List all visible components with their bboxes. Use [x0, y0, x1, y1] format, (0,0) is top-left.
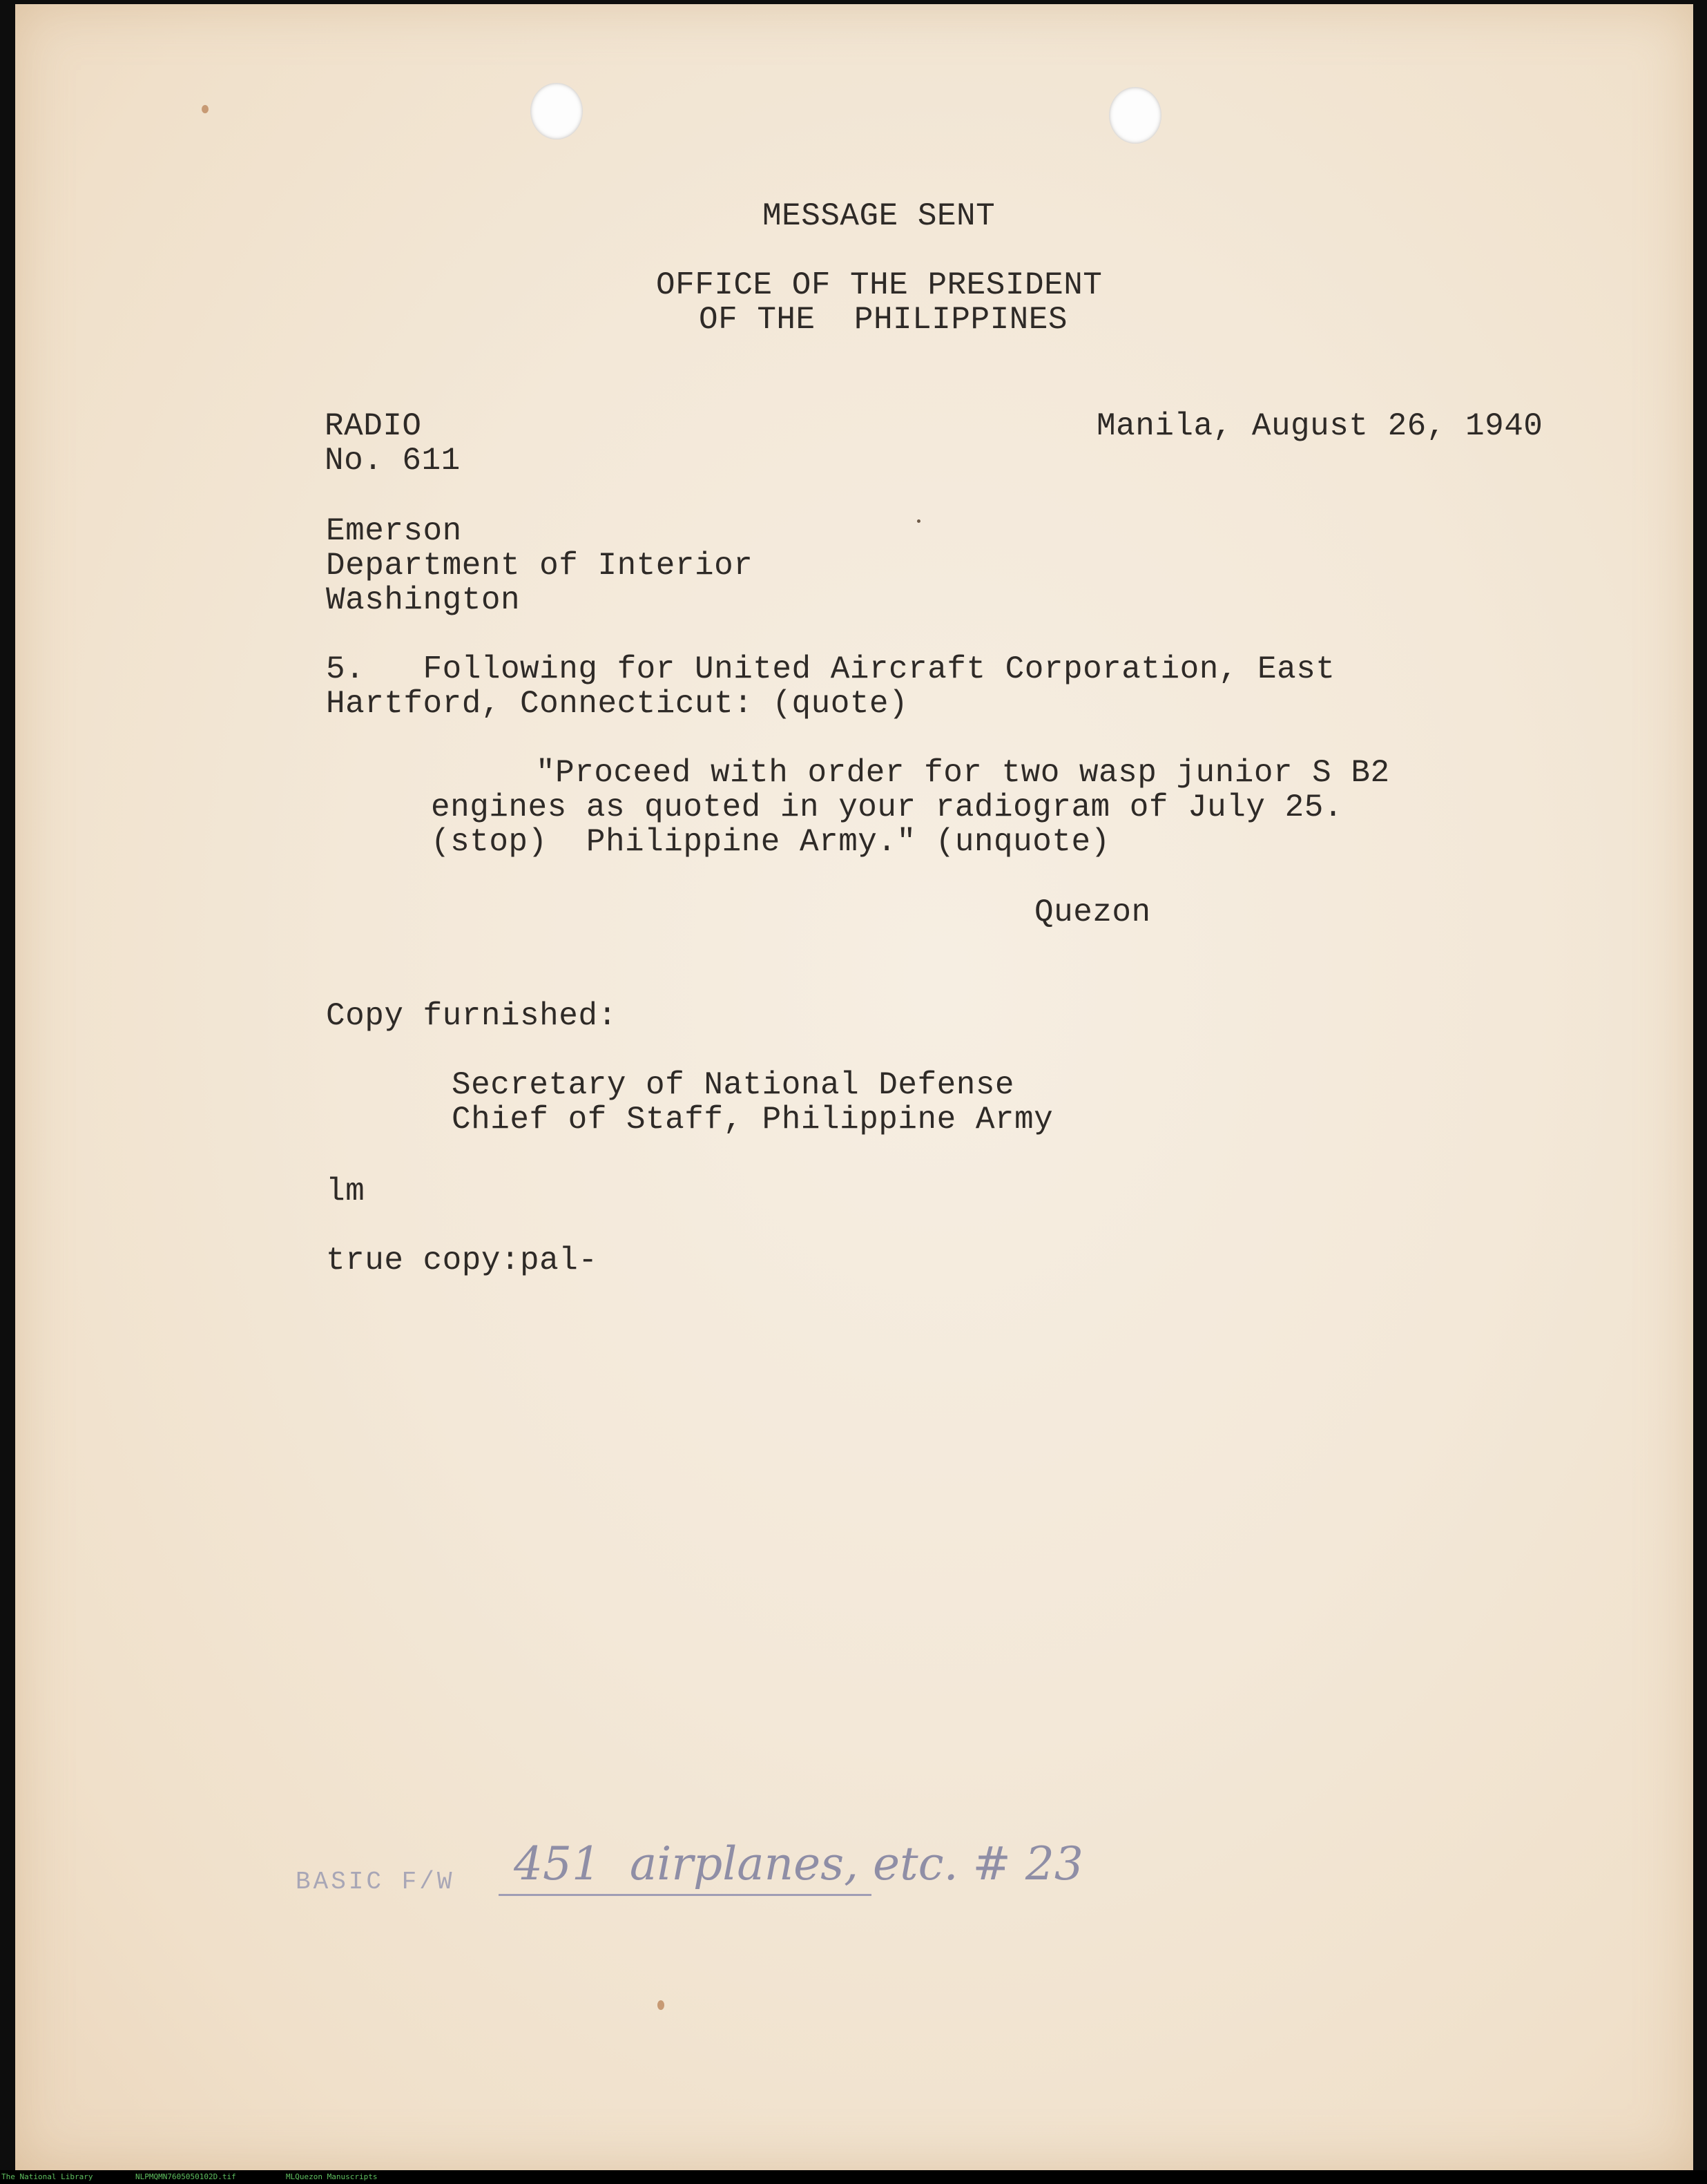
quoted-line-2: engines as quoted in your radiogram of July 25.: [431, 789, 1343, 825]
footer-library: The National Library: [1, 2172, 93, 2181]
paper-speck: [917, 519, 920, 523]
punch-hole-right: [1109, 87, 1161, 144]
place-date: Manila, August 26, 1940: [1097, 408, 1543, 444]
office-line-2: OF THE PHILIPPINES: [699, 302, 1068, 338]
office-line-1: OFFICE OF THE PRESIDENT: [656, 267, 1103, 303]
recipient-city: Washington: [326, 582, 521, 618]
filing-stamp-printed: BASIC F/W: [296, 1868, 455, 1896]
footer-file-id: NLPMQMN7605050102D.tif: [135, 2172, 236, 2181]
punch-hole-left: [530, 83, 583, 140]
filing-underline: [499, 1894, 871, 1896]
typist-initials: lm: [326, 1174, 365, 1209]
recipient-name: Emerson: [326, 513, 462, 549]
quoted-line-1: "Proceed with order for two wasp junior S B2: [536, 755, 1390, 791]
message-body-line-2: Hartford, Connecticut: (quote): [326, 686, 909, 722]
recipient-department: Department of Interior: [326, 548, 753, 584]
paper-speck: [202, 105, 209, 113]
heading-message-sent: MESSAGE SENT: [762, 198, 996, 234]
footer-collection: MLQuezon Manuscripts: [286, 2172, 378, 2181]
quoted-line-3: (stop) Philippine Army." (unquote): [431, 824, 1110, 860]
footer-bar: [0, 2170, 1707, 2184]
true-copy-note: true copy:pal-: [326, 1243, 598, 1278]
radio-number: No. 611: [325, 443, 461, 479]
paper-speck: [657, 2000, 664, 2010]
radio-label: RADIO: [325, 408, 422, 444]
filing-handwritten-note: 451 airplanes, etc. # 23: [514, 1837, 1083, 1890]
copy-recipient-2: Chief of Staff, Philippine Army: [452, 1102, 1054, 1138]
copy-recipient-1: Secretary of National Defense: [452, 1067, 1015, 1103]
signature: Quezon: [1034, 894, 1151, 930]
copy-furnished-label: Copy furnished:: [326, 998, 617, 1034]
message-body-line-1: 5. Following for United Aircraft Corporation, East: [326, 651, 1335, 687]
